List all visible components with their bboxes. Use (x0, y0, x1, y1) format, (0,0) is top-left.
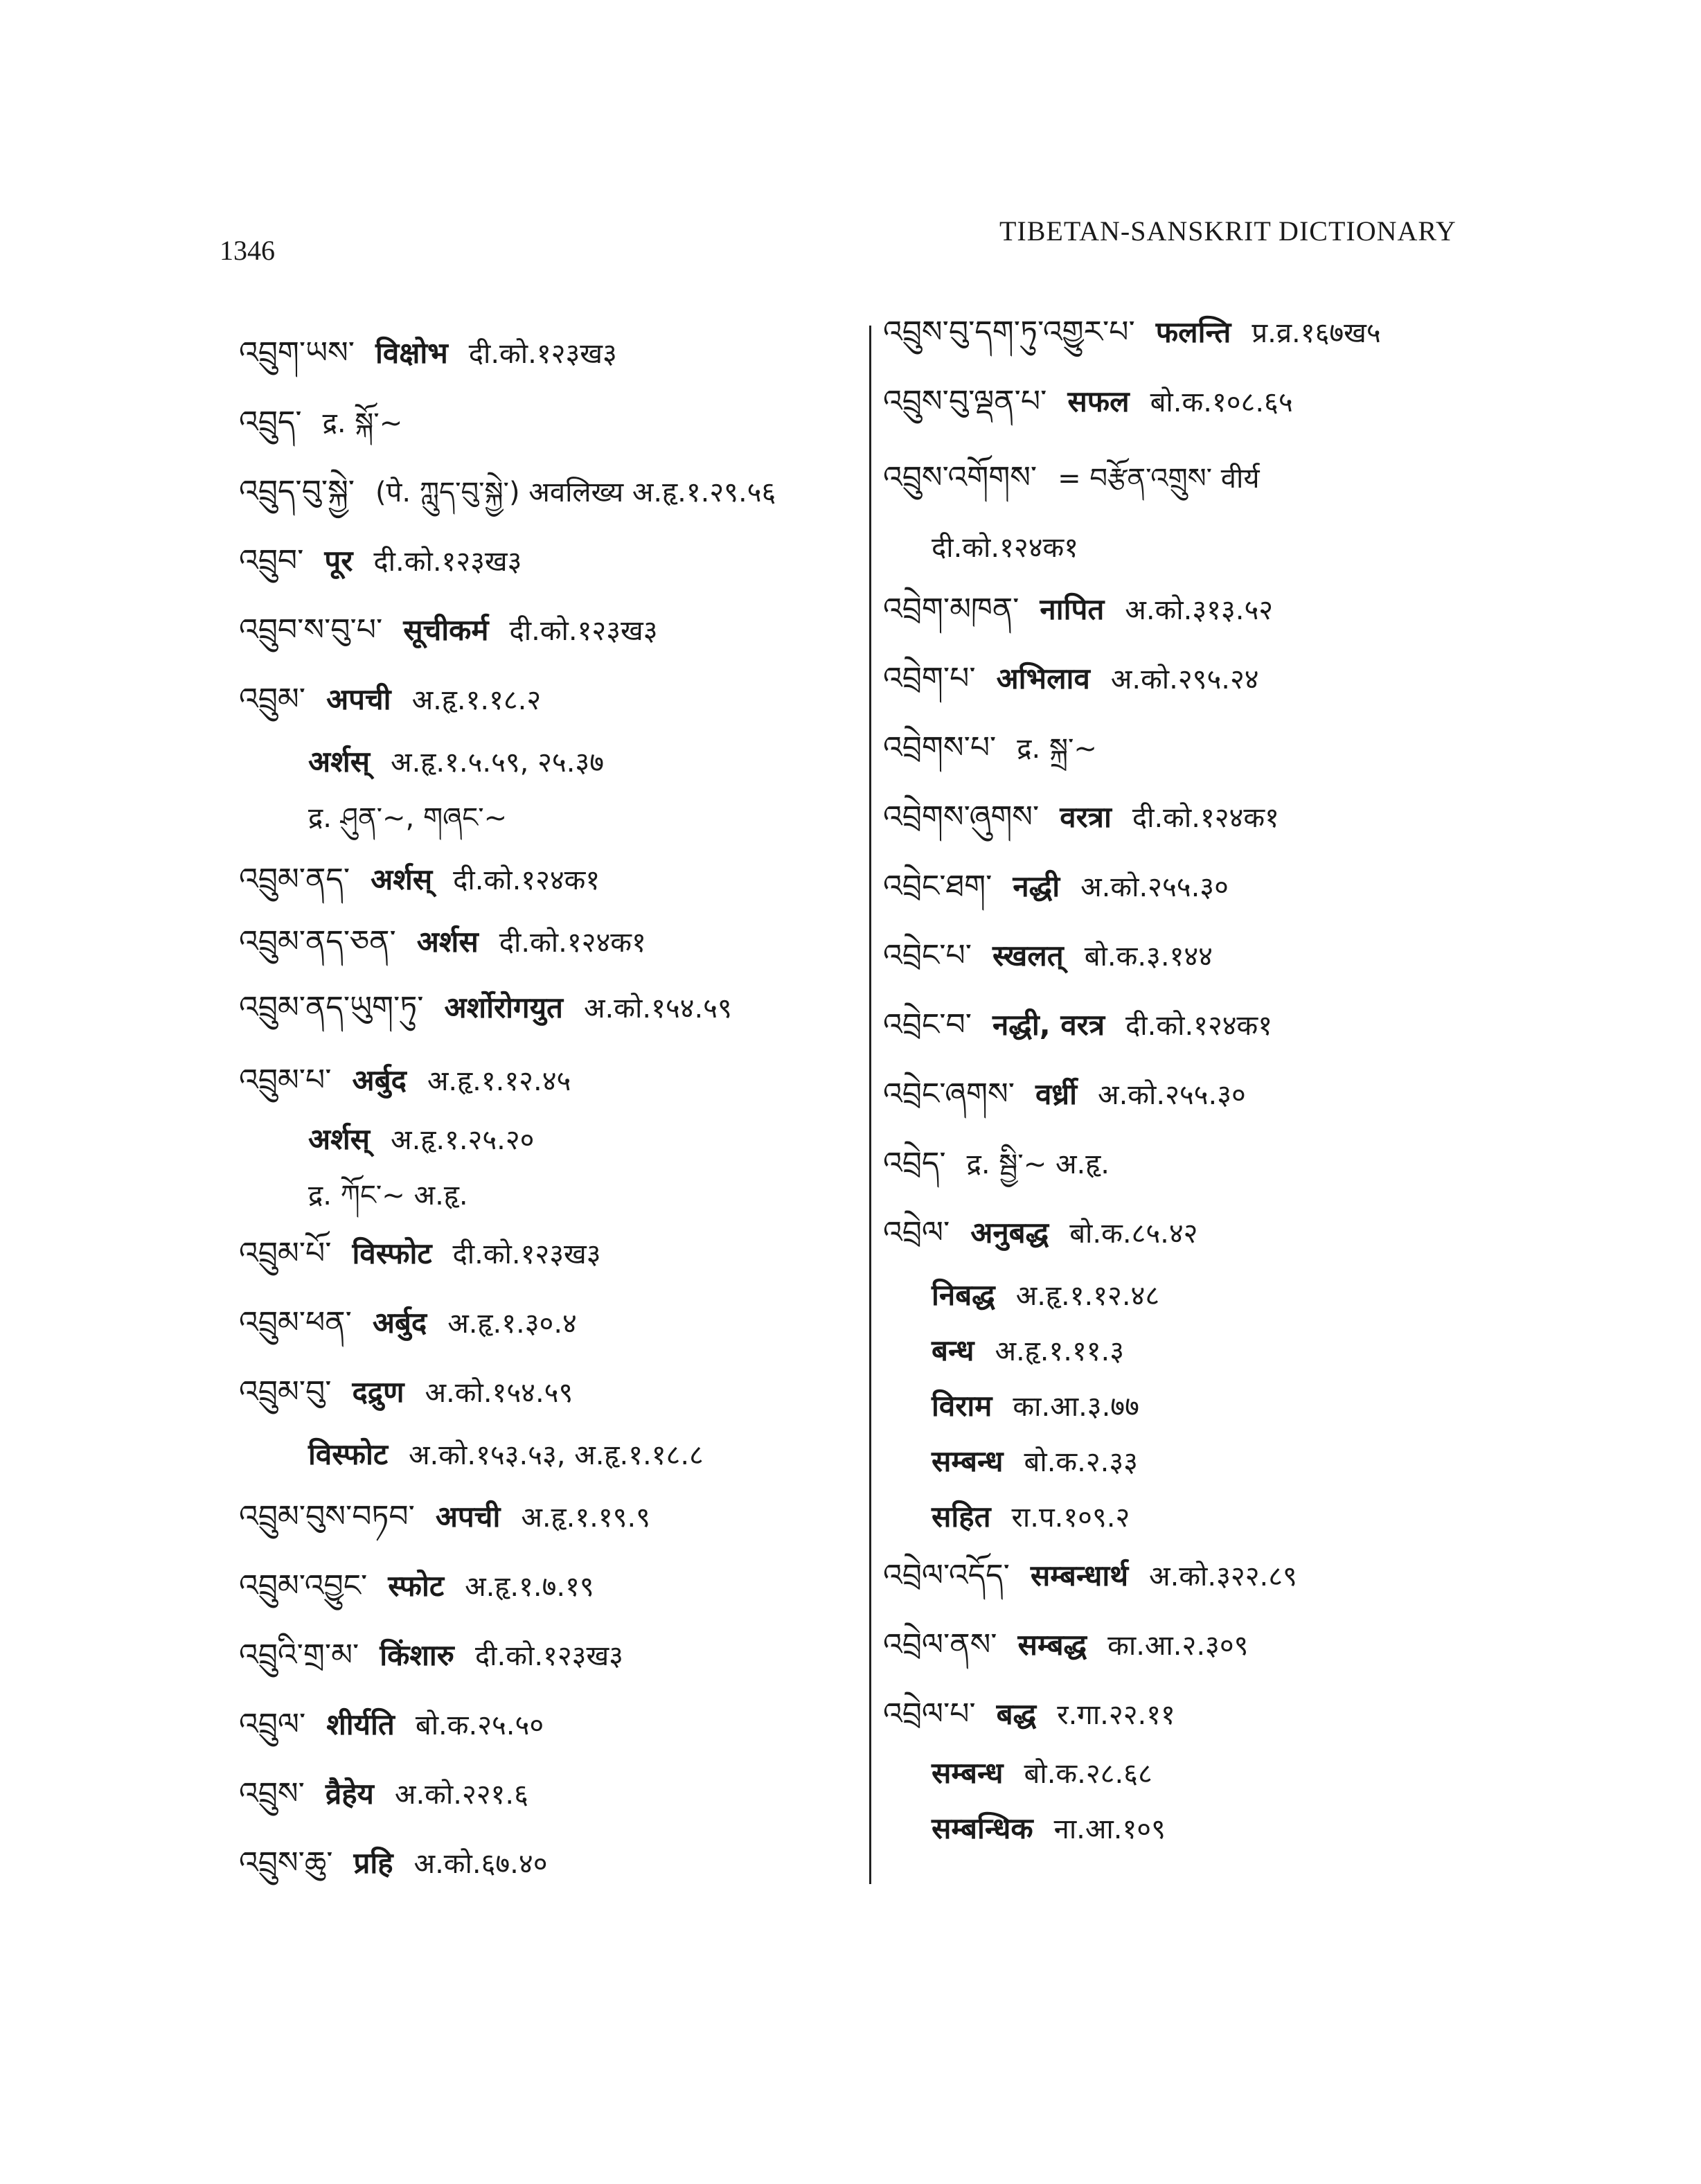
dictionary-entry (239, 332, 638, 374)
dictionary-entry (239, 921, 667, 963)
dictionary-entry (883, 381, 1314, 423)
source-reference: बो.क.३.१४४ (1084, 941, 1213, 973)
source-reference: दी.को.१२४क१ (453, 864, 600, 896)
dictionary-entry (883, 658, 1280, 700)
source-reference: अ.को.६७.४० (413, 1848, 548, 1880)
tibetan-headword: འབྲུག་ཡས་ (239, 335, 355, 371)
source-reference: का.आ.२.३०९ (1107, 1630, 1249, 1662)
sanskrit-equivalent: अर्बुद (372, 1306, 427, 1340)
sanskrit-equivalent: अर्शस् (308, 745, 371, 779)
source-reference: अ.को.२५५.३० (1080, 871, 1229, 903)
source-reference: प्र.व्र.१६७ख५ (1252, 317, 1381, 349)
tibetan-headword: འབྲུམ་ནད་ཅན་ (239, 924, 396, 959)
tibetan-headword: འབྲེང་བ་ (883, 1007, 972, 1042)
dictionary-entry (932, 1330, 1145, 1371)
dictionary-entry (239, 1635, 644, 1676)
dictionary-entry (883, 1555, 1318, 1597)
sanskrit-equivalent: अर्शस (416, 925, 479, 959)
tibetan-headword: འབྲེད་ (883, 1146, 946, 1181)
source-reference: दी.को.१२४क१ (1132, 802, 1279, 834)
tibetan-headword: འབྲུས་བུ་ལྡན་པ་ (883, 384, 1047, 419)
tibetan-headword: འབྲུམ་ཕན་ (239, 1305, 352, 1340)
source-reference: दी.को.१२४क१ (932, 532, 1079, 564)
dictionary-entry (308, 1434, 724, 1475)
tibetan-headword: འབྲུམ་པོ་ (239, 1236, 332, 1271)
sanskrit-equivalent: बन्ध (932, 1333, 974, 1367)
tibetan-headword: འབྲེལ་ (883, 1215, 950, 1250)
dictionary-entry (883, 1004, 1293, 1046)
sanskrit-equivalent: अर्शोरोगयुत (444, 991, 563, 1024)
source-reference: बो.क.२.३३ (1024, 1446, 1138, 1478)
tibetan-headword: འབྲེལ་པ་ (883, 1696, 976, 1732)
tibetan-headword: འབྲེང་ཞགས་ (883, 1076, 1015, 1112)
sanskrit-equivalent: सम्बन्धार्थ (1030, 1559, 1129, 1592)
tibetan-headword: འབྲེལ་ནས་ (883, 1627, 997, 1662)
source-reference: अ.हृ.१.७.१९ (465, 1571, 594, 1603)
tibetan-headword: འབྲེག་པ་ (883, 661, 976, 696)
tibetan-headword: འབྲུམ་ (239, 682, 306, 717)
source-reference: द्र. ཤུན་~, གཞང་~ (308, 802, 508, 834)
dictionary-entry (932, 1752, 1173, 1794)
sanskrit-equivalent: स्फोट (388, 1569, 445, 1603)
tibetan-headword: འབྲུལ་ (239, 1707, 306, 1742)
dictionary-entry (239, 859, 621, 900)
sanskrit-equivalent: किंशारु (380, 1638, 454, 1672)
sanskrit-equivalent: विक्षोभ (375, 336, 448, 370)
source-reference: दी.को.१२३ख३ (373, 546, 522, 578)
dictionary-entry (932, 1496, 1150, 1538)
source-reference: द्र. ཀོང་~ अ.हृ. (308, 1180, 468, 1211)
sanskrit-equivalent: विस्फोट (352, 1236, 432, 1270)
source-reference: अ.को.१५४.५९ (584, 993, 732, 1024)
sanskrit-equivalent: अपची (326, 682, 391, 716)
source-reference: दी.को.१२४क१ (499, 927, 646, 959)
sanskrit-equivalent: नद्धी, वरत्र (992, 1008, 1105, 1042)
sanskrit-equivalent: सफल (1067, 384, 1130, 418)
sanskrit-equivalent: व्रैहेय (325, 1777, 374, 1811)
tibetan-headword: འབྲུམ་འབྱུང་ (239, 1568, 368, 1604)
tibetan-headword: འབྲེགས་པ་ (883, 730, 997, 765)
tibetan-headword: འབྲུབ་ (239, 543, 304, 578)
sanskrit-equivalent: स्खलत् (992, 939, 1064, 973)
source-reference: दी.को.१२३ख३ (474, 1640, 623, 1672)
tibetan-headword: འབྲུབ་ས་བུ་པ་ (239, 612, 383, 648)
dictionary-entry (883, 312, 1402, 353)
source-reference: र.गा.२२.११ (1057, 1699, 1175, 1731)
sanskrit-equivalent: वर्ध्री (1035, 1077, 1078, 1111)
source-reference: अ.को.२२१.६ (394, 1779, 528, 1811)
tibetan-headword: འབྲུམ་བུ་ (239, 1374, 332, 1410)
dictionary-entry (239, 1496, 671, 1538)
tibetan-headword: འབྲེང་པ་ (883, 938, 972, 973)
sanskrit-equivalent: अभिलाव (996, 662, 1090, 695)
column-divider (869, 326, 871, 1884)
dictionary-entry (239, 540, 542, 582)
source-reference: अ.हृ.१.५.५९, २५.३७ (391, 747, 605, 779)
dictionary-entry (239, 1704, 564, 1746)
dictionary-entry (883, 866, 1249, 907)
source-reference: अ.को.३१३.५२ (1125, 594, 1274, 626)
source-reference: बो.क.१०८.६५ (1150, 387, 1293, 418)
sanskrit-equivalent: अनुबद्ध (970, 1216, 1049, 1250)
dictionary-entry (239, 1843, 569, 1884)
dictionary-entry (239, 987, 753, 1029)
dictionary-entry (883, 727, 1118, 769)
dictionary-entry (308, 1174, 489, 1216)
source-reference: दी.को.१२३ख३ (509, 615, 658, 647)
dictionary-entry (239, 1060, 591, 1101)
sanskrit-equivalent: अर्शस् (308, 1122, 371, 1156)
source-reference: अ.हृ.१.२५.२० (391, 1124, 535, 1156)
dictionary-entry (239, 1302, 598, 1344)
sanskrit-equivalent: विस्फोट (308, 1437, 388, 1471)
running-head: TIBETAN-SANSKRIT DICTIONARY (999, 215, 1457, 247)
tibetan-headword: འབྲུམ་ནད་ (239, 862, 350, 897)
source-reference: अ.हृ.१.१९.९ (521, 1502, 650, 1534)
sanskrit-equivalent: विराम (932, 1389, 992, 1423)
dictionary-entry (239, 610, 679, 651)
tibetan-headword: འབྲུམ་བུས་བཏབ་ (239, 1499, 415, 1534)
sanskrit-equivalent: अर्शस् (371, 862, 433, 896)
source-reference: बो.क.८५.४२ (1069, 1218, 1198, 1250)
source-reference: अ.को.१५३.५३, अ.हृ.१.१८.८ (409, 1439, 704, 1471)
sanskrit-equivalent: शीर्यति (326, 1707, 395, 1741)
source-reference: अ.हृ.१.३०.४ (447, 1308, 577, 1340)
source-reference: दी.को.१२३ख३ (452, 1239, 601, 1270)
dictionary-entry (883, 457, 1281, 499)
tibetan-headword: འབྲེང་ཐག་ (883, 869, 992, 904)
sanskrit-equivalent: नद्धी (1013, 869, 1060, 903)
sanskrit-equivalent: फलन्ति (1155, 315, 1231, 349)
dictionary-entry (883, 797, 1300, 838)
source-reference: अ.को.२९५.२४ (1110, 664, 1259, 695)
dictionary-entry (932, 1275, 1180, 1316)
tibetan-headword: འབྲུས་བུ་དག་ཏུ་འགྱུར་པ་ (883, 314, 1135, 350)
sanskrit-equivalent: दद्रुण (352, 1375, 404, 1409)
source-reference: अ.हृ.१.११.३ (995, 1335, 1125, 1367)
dictionary-entry (883, 1624, 1269, 1666)
sanskrit-equivalent: सम्बन्ध (932, 1756, 1004, 1790)
dictionary-entry (932, 1808, 1186, 1849)
dictionary-entry (883, 1694, 1196, 1735)
tibetan-headword: འབྲུས་ (239, 1776, 305, 1811)
sanskrit-equivalent: सम्बन्ध (932, 1444, 1004, 1478)
dictionary-entry (239, 1565, 615, 1607)
dictionary-entry (308, 741, 625, 783)
tibetan-headword: འབྲེལ་འདོད་ (883, 1558, 1010, 1593)
dictionary-entry (883, 589, 1294, 630)
source-reference: बो.क.२८.६८ (1024, 1758, 1152, 1790)
sanskrit-equivalent: नापित (1040, 592, 1105, 626)
sanskrit-equivalent: बद्ध (996, 1697, 1037, 1731)
tibetan-headword: འབྲེགས་ཞུགས་ (883, 799, 1040, 835)
source-reference: रा.प.१०९.२ (1011, 1502, 1130, 1534)
dictionary-entry (883, 935, 1234, 977)
source-reference: का.आ.३.७७ (1013, 1391, 1139, 1423)
source-reference: बो.क.२५.५० (415, 1710, 544, 1741)
dictionary-entry (883, 1074, 1267, 1115)
source-reference: अ.को.१५४.५९ (425, 1377, 573, 1409)
dictionary-entry (239, 1371, 594, 1413)
sanskrit-equivalent: सम्बद्ध (1017, 1628, 1087, 1662)
dictionary-entry (239, 471, 796, 513)
dictionary-entry (883, 1143, 1130, 1184)
source-reference: दी.को.१२३ख३ (468, 338, 617, 370)
source-reference: अ.को.३२२.८९ (1149, 1561, 1297, 1592)
sanskrit-equivalent: सूचीकर्म (403, 613, 489, 647)
dictionary-entry (932, 1441, 1159, 1482)
dictionary-entry (239, 1773, 549, 1815)
sanskrit-equivalent: प्रहि (353, 1846, 393, 1880)
dictionary-entry (308, 1119, 555, 1160)
source-reference: अ.हृ.१.१८.२ (411, 684, 542, 716)
dictionary-entry (239, 1233, 622, 1275)
sanskrit-equivalent: अपची (435, 1500, 501, 1534)
tibetan-headword: འབྲུའི་གྲ་མ་ (239, 1637, 359, 1673)
source-reference: अ.हृ.१.१२.४५ (427, 1065, 571, 1097)
sanskrit-equivalent: पूर (324, 544, 353, 578)
dictionary-entry (239, 679, 562, 720)
source-reference: द्र. སྦྱི་~ अ.हृ. (966, 1148, 1110, 1180)
source-reference: द्र. སྐྲ་~ (1017, 733, 1097, 765)
sanskrit-equivalent: सम्बन्धिक (932, 1811, 1033, 1845)
dictionary-entry (239, 402, 423, 443)
tibetan-headword: འབྲུད་བུ་སྐྱེ་ (239, 474, 355, 509)
source-reference: = བརྩོན་འགྲུས་ वीर्य (1058, 463, 1260, 495)
source-reference: (पे. ཀླུད་བུ་སྐྱེ་) अवलिख्य अ.हृ.१.२९.५६ (375, 477, 776, 508)
tibetan-headword: འབྲུམ་ནད་ཡུག་ཏུ་ (239, 990, 424, 1025)
tibetan-headword: འབྲེག་མཁན་ (883, 592, 1019, 627)
tibetan-headword: འབྲུས་ཆུ་ (239, 1845, 333, 1881)
source-reference: दी.को.१२४क१ (1125, 1010, 1273, 1042)
dictionary-entry (932, 526, 1099, 568)
tibetan-headword: འབྲུད་ (239, 405, 302, 440)
page-number: 1346 (220, 235, 275, 266)
sanskrit-equivalent: निबद्ध (932, 1278, 995, 1312)
tibetan-headword: འབྲུས་འགོགས་ (883, 460, 1037, 495)
dictionary-entry (308, 797, 528, 838)
dictionary-entry (883, 1212, 1218, 1254)
sanskrit-equivalent: अर्बुद (352, 1063, 407, 1097)
source-reference: अ.हृ.१.१२.४८ (1015, 1280, 1160, 1312)
sanskrit-equivalent: सहित (932, 1500, 991, 1534)
source-reference: द्र. སྐོ་~ (322, 407, 403, 439)
source-reference: ना.आ.१०९ (1053, 1813, 1166, 1845)
tibetan-headword: འབྲུམ་པ་ (239, 1063, 332, 1098)
dictionary-entry (932, 1385, 1160, 1427)
sanskrit-equivalent: वरत्रा (1060, 800, 1112, 834)
source-reference: अ.को.२५५.३० (1098, 1079, 1246, 1111)
